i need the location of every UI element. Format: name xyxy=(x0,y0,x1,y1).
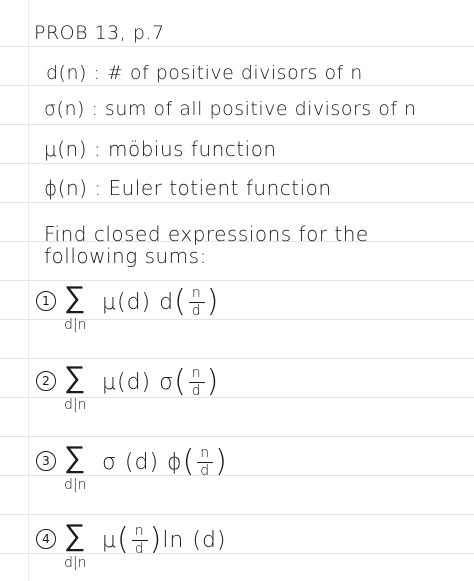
problem-4 xyxy=(36,518,227,581)
problem-number-badge: 3 xyxy=(36,451,56,471)
right-paren: ) xyxy=(215,444,228,479)
definition-text: sum of all positive divisors of n xyxy=(104,98,417,120)
expression-before: μ xyxy=(102,527,117,553)
definition-divisor-sum xyxy=(44,98,417,120)
expression-before: σ (d) ϕ xyxy=(102,449,183,475)
right-paren: ) xyxy=(206,284,220,319)
fraction xyxy=(189,286,205,319)
summation xyxy=(60,360,94,419)
sum-subscript: d|n xyxy=(64,317,87,333)
sigma-symbol: ∑ xyxy=(64,280,86,315)
fraction-denominator: d xyxy=(134,540,145,557)
fraction-numerator: n xyxy=(197,446,213,463)
definition-separator: : xyxy=(91,98,99,120)
problem-number-badge: 1 xyxy=(36,291,56,311)
fraction-numerator: n xyxy=(132,524,148,541)
sum-subscript: d|n xyxy=(64,397,87,413)
definition-symbol: d(n) xyxy=(46,62,87,84)
summation xyxy=(60,280,94,339)
sigma-symbol: ∑ xyxy=(64,518,86,553)
instruction-line-2: following sums: xyxy=(44,244,207,268)
expression-after: ln (d) xyxy=(162,527,227,553)
left-paren: ( xyxy=(174,284,187,319)
sum-expression xyxy=(102,443,228,481)
definition-divisor-count xyxy=(46,62,363,84)
fraction xyxy=(132,524,148,557)
fraction xyxy=(197,446,213,479)
instruction-line-1: Find closed expressions for the xyxy=(44,222,369,246)
fraction-numerator: n xyxy=(189,366,205,383)
definition-text: # of positive divisors of n xyxy=(106,62,363,84)
definition-symbol: ϕ(n) xyxy=(44,176,88,200)
definition-text: möbius function xyxy=(107,137,277,161)
summation xyxy=(60,518,94,577)
definition-separator: : xyxy=(94,176,102,200)
fraction-numerator: n xyxy=(189,286,205,303)
definition-separator: : xyxy=(93,137,102,161)
definition-symbol: μ(n) xyxy=(44,137,88,161)
definition-symbol: σ(n) xyxy=(44,98,85,120)
page-title: PROB 13, p.7 xyxy=(34,22,165,44)
fraction-denominator: d xyxy=(200,462,211,479)
sum-subscript: d|n xyxy=(64,555,87,571)
problem-1 xyxy=(36,280,220,343)
left-paren: ( xyxy=(117,522,130,557)
fraction-denominator: d xyxy=(191,382,202,399)
sum-subscript: d|n xyxy=(64,477,87,493)
right-paren: ) xyxy=(149,522,163,557)
left-paren: ( xyxy=(182,444,196,479)
right-paren: ) xyxy=(206,364,220,399)
definition-separator: : xyxy=(93,62,101,84)
definition-totient xyxy=(44,176,332,200)
fraction-denominator: d xyxy=(191,302,202,319)
sum-expression xyxy=(102,283,219,321)
page-margin-line xyxy=(28,0,29,581)
problem-3 xyxy=(36,440,228,503)
definition-text: Euler totient function xyxy=(108,176,332,200)
fraction xyxy=(189,366,205,399)
problem-number-badge: 4 xyxy=(36,529,56,549)
sum-expression xyxy=(102,363,219,401)
sigma-symbol: ∑ xyxy=(64,440,86,475)
expression-before: μ(d) σ xyxy=(102,369,175,395)
sigma-symbol: ∑ xyxy=(64,360,86,395)
expression-before: μ(d) d xyxy=(102,289,175,315)
left-paren: ( xyxy=(174,364,187,399)
definition-mobius xyxy=(44,137,277,161)
sum-expression xyxy=(102,521,227,559)
problem-2 xyxy=(36,360,220,423)
summation xyxy=(60,440,94,499)
problem-number-badge: 2 xyxy=(36,371,56,391)
